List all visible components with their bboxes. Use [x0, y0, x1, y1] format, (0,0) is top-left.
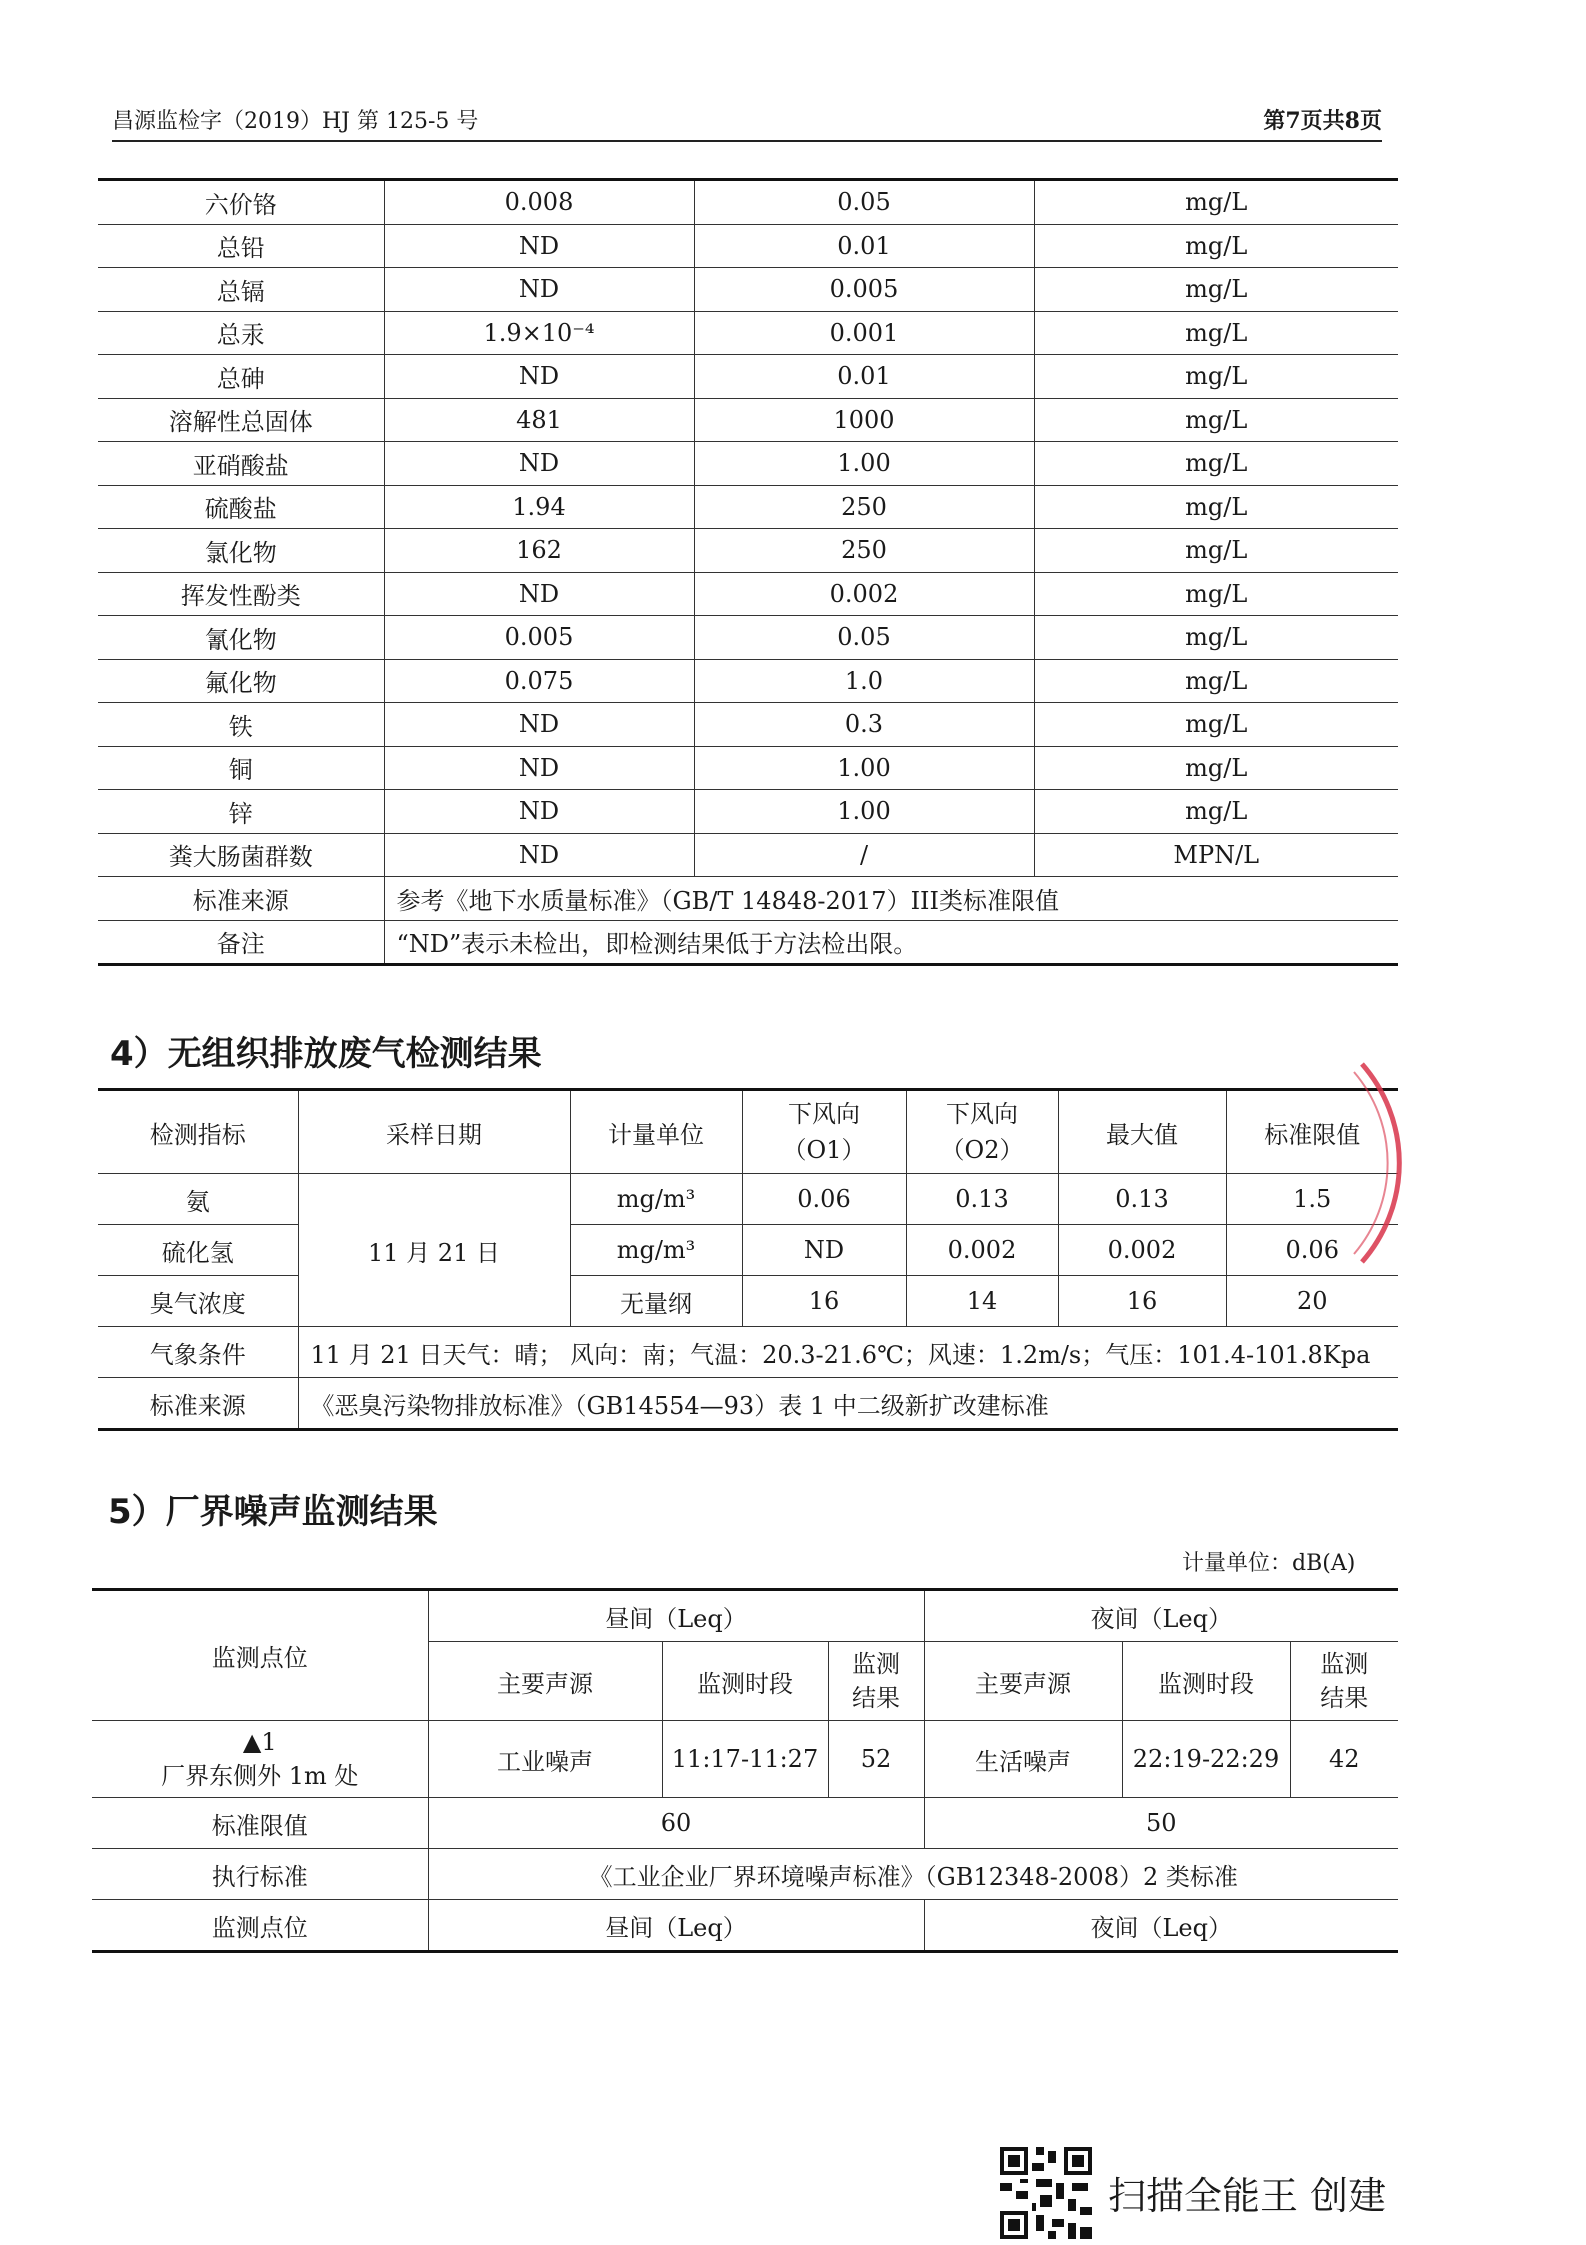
table-row [98, 616, 1398, 660]
remark-text: “ND”表示未检出，即检测结果低于方法检出限。 [384, 920, 1398, 965]
value-cell: 0.06 [742, 1174, 906, 1225]
sub-header: 主要声源 [924, 1642, 1122, 1721]
value-cell: 0.06 [1226, 1225, 1398, 1276]
day-header: 昼间（Leq） [428, 1900, 924, 1952]
value-cell: 生活噪声 [924, 1721, 1122, 1798]
parameter-cell: 硫酸盐 [98, 485, 384, 529]
table-row [92, 1721, 1398, 1798]
measured-value-cell: 162 [384, 529, 694, 573]
unit-cell: mg/L [1034, 311, 1398, 355]
unit-cell: mg/L [1034, 790, 1398, 834]
limit-value-cell: / [694, 833, 1034, 877]
unit-cell: mg/L [1034, 616, 1398, 660]
table-row [98, 920, 1398, 965]
measured-value-cell: 0.008 [384, 180, 694, 225]
weather-text: 11 月 21 日天气：晴； 风向：南；气温：20.3-21.6℃；风速：1.2m/s；气压：101.4-101.8Kpa [298, 1327, 1398, 1378]
table-row [92, 1900, 1398, 1952]
sub-header-result [828, 1642, 924, 1721]
unit-cell: mg/L [1034, 703, 1398, 747]
limit-value-cell: 0.3 [694, 703, 1034, 747]
footer-text: 扫描全能王 创建 [1108, 2174, 1387, 2218]
measured-value-cell: 0.005 [384, 616, 694, 660]
unit-cell: mg/L [1034, 355, 1398, 399]
parameter-cell: 铜 [98, 746, 384, 790]
value-cell: 0.13 [906, 1174, 1058, 1225]
document-number: 昌源监检字（2019）HJ 第 125-5 号 [112, 109, 479, 134]
indicator-cell: 臭气浓度 [98, 1276, 298, 1327]
parameter-cell: 六价铬 [98, 180, 384, 225]
unit-cell: mg/L [1034, 180, 1398, 225]
column-header: 采样日期 [298, 1090, 570, 1174]
header-line: 下风向 [788, 1100, 860, 1128]
value-cell: 1.5 [1226, 1174, 1398, 1225]
limit-value-cell: 0.01 [694, 224, 1034, 268]
remark-label: 备注 [98, 920, 384, 965]
unit-cell: mg/L [1034, 224, 1398, 268]
parameter-cell: 溶解性总固体 [98, 398, 384, 442]
header-line: 结果 [1320, 1684, 1369, 1712]
unit-note: 计量单位：dB(A) [1182, 1551, 1356, 1576]
parameter-cell: 亚硝酸盐 [98, 442, 384, 486]
night-header: 夜间（Leq） [924, 1590, 1398, 1642]
value-cell: 11:17-11:27 [662, 1721, 828, 1798]
standard-source-text: 《恶臭污染物排放标准》（GB14554—93）表 1 中二级新扩改建标准 [298, 1378, 1398, 1430]
column-header: 标准限值 [1226, 1090, 1398, 1174]
measured-value-cell: ND [384, 790, 694, 834]
limit-value-cell: 1.0 [694, 659, 1034, 703]
header-line: （O2） [940, 1136, 1024, 1164]
point-header: 监测点位 [92, 1900, 428, 1952]
night-header: 夜间（Leq） [924, 1900, 1398, 1952]
point-marker: ▲1 [242, 1728, 277, 1756]
column-header-downwind-o1 [742, 1090, 906, 1174]
page-number: 第7页共8页 [1263, 108, 1382, 134]
table-row [92, 1798, 1398, 1849]
header-line: 监测 [852, 1650, 900, 1678]
measured-value-cell: ND [384, 442, 694, 486]
table-row [98, 311, 1398, 355]
table-header-row [92, 1590, 1398, 1642]
qr-code-icon [996, 2143, 1096, 2243]
parameter-cell: 氯化物 [98, 529, 384, 573]
column-header: 检测指标 [98, 1090, 298, 1174]
parameter-cell: 总汞 [98, 311, 384, 355]
monitoring-point-cell [92, 1721, 428, 1798]
parameter-cell: 锌 [98, 790, 384, 834]
value-cell: 16 [1058, 1276, 1226, 1327]
value-cell: 20 [1226, 1276, 1398, 1327]
table-row [98, 529, 1398, 573]
table-row [98, 1174, 1398, 1225]
table-row [98, 833, 1398, 877]
table-row [98, 790, 1398, 834]
table-row [98, 703, 1398, 747]
limit-night: 50 [924, 1798, 1398, 1849]
limit-label: 标准限值 [92, 1798, 428, 1849]
noise-monitoring-table [92, 1588, 1398, 1953]
measured-value-cell: ND [384, 355, 694, 399]
table-row [98, 355, 1398, 399]
limit-value-cell: 0.002 [694, 572, 1034, 616]
standard-source-label: 标准来源 [98, 1378, 298, 1430]
column-header: 计量单位 [570, 1090, 742, 1174]
table-row [98, 1327, 1398, 1378]
value-cell: ND [742, 1225, 906, 1276]
limit-value-cell: 0.001 [694, 311, 1034, 355]
scanner-watermark [996, 2143, 1416, 2229]
point-location: 厂界东侧外 1m 处 [161, 1762, 359, 1790]
value-cell: 工业噪声 [428, 1721, 662, 1798]
table-row [98, 398, 1398, 442]
measured-value-cell: ND [384, 746, 694, 790]
table-row [98, 572, 1398, 616]
table-row [98, 1276, 1398, 1327]
sub-header: 监测时段 [1122, 1642, 1290, 1721]
measured-value-cell: ND [384, 268, 694, 312]
unit-cell: mg/L [1034, 485, 1398, 529]
limit-value-cell: 1.00 [694, 790, 1034, 834]
measured-value-cell: ND [384, 833, 694, 877]
header-line: （O1） [782, 1136, 866, 1164]
measured-value-cell: 481 [384, 398, 694, 442]
measured-value-cell: ND [384, 224, 694, 268]
measured-value-cell: 1.94 [384, 485, 694, 529]
exec-standard-text: 《工业企业厂界环境噪声标准》（GB12348-2008）2 类标准 [428, 1849, 1398, 1900]
unit-cell: mg/m³ [570, 1225, 742, 1276]
standard-source-label: 标准来源 [98, 877, 384, 921]
indicator-cell: 硫化氢 [98, 1225, 298, 1276]
column-header: 最大值 [1058, 1090, 1226, 1174]
limit-day: 60 [428, 1798, 924, 1849]
exec-standard-label: 执行标准 [92, 1849, 428, 1900]
limit-value-cell: 1000 [694, 398, 1034, 442]
unit-cell: mg/L [1034, 529, 1398, 573]
table-header-row [98, 1090, 1398, 1174]
unit-cell: mg/L [1034, 268, 1398, 312]
value-cell: 16 [742, 1276, 906, 1327]
table-row [92, 1849, 1398, 1900]
value-cell: 42 [1290, 1721, 1398, 1798]
measured-value-cell: ND [384, 703, 694, 747]
value-cell: 22:19-22:29 [1122, 1721, 1290, 1798]
table-row [98, 1225, 1398, 1276]
groundwater-results-table [98, 178, 1398, 966]
limit-value-cell: 0.005 [694, 268, 1034, 312]
parameter-cell: 氰化物 [98, 616, 384, 660]
limit-value-cell: 250 [694, 485, 1034, 529]
limit-value-cell: 0.05 [694, 616, 1034, 660]
red-seal-stamp [1352, 1058, 1442, 1268]
point-header: 监测点位 [92, 1590, 428, 1721]
measured-value-cell: 0.075 [384, 659, 694, 703]
unit-cell: mg/L [1034, 572, 1398, 616]
unit-cell: mg/L [1034, 442, 1398, 486]
value-cell: 0.002 [1058, 1225, 1226, 1276]
table-row [98, 268, 1398, 312]
header-line: 结果 [852, 1684, 900, 1712]
indicator-cell: 氨 [98, 1174, 298, 1225]
unit-cell: mg/L [1034, 746, 1398, 790]
sub-header-result [1290, 1642, 1398, 1721]
section-4-title: 4）无组织排放废气检测结果 [110, 1034, 542, 1074]
limit-value-cell: 1.00 [694, 746, 1034, 790]
parameter-cell: 挥发性酚类 [98, 572, 384, 616]
table-row [98, 224, 1398, 268]
parameter-cell: 铁 [98, 703, 384, 747]
sub-header: 监测时段 [662, 1642, 828, 1721]
table-row [98, 746, 1398, 790]
limit-value-cell: 0.05 [694, 180, 1034, 225]
parameter-cell: 总砷 [98, 355, 384, 399]
table-row [98, 659, 1398, 703]
header-line: 监测 [1320, 1650, 1369, 1678]
page-header [112, 100, 1382, 142]
fugitive-emission-table [98, 1088, 1398, 1431]
limit-value-cell: 250 [694, 529, 1034, 573]
unit-cell: mg/L [1034, 659, 1398, 703]
sub-header: 主要声源 [428, 1642, 662, 1721]
value-cell: 0.002 [906, 1225, 1058, 1276]
unit-cell: 无量纲 [570, 1276, 742, 1327]
unit-cell: mg/L [1034, 398, 1398, 442]
parameter-cell: 粪大肠菌群数 [98, 833, 384, 877]
weather-label: 气象条件 [98, 1327, 298, 1378]
measured-value-cell: 1.9×10⁻⁴ [384, 311, 694, 355]
unit-cell: mg/m³ [570, 1174, 742, 1225]
header-line: 下风向 [946, 1100, 1018, 1128]
measured-value-cell: ND [384, 572, 694, 616]
value-cell: 14 [906, 1276, 1058, 1327]
standard-source-text: 参考《地下水质量标准》（GB/T 14848-2017）III类标准限值 [384, 877, 1398, 921]
value-cell: 0.13 [1058, 1174, 1226, 1225]
limit-value-cell: 1.00 [694, 442, 1034, 486]
table-row [98, 180, 1398, 225]
day-header: 昼间（Leq） [428, 1590, 924, 1642]
column-header-downwind-o2 [906, 1090, 1058, 1174]
parameter-cell: 总铅 [98, 224, 384, 268]
table-row [98, 877, 1398, 921]
sampling-date-cell: 11 月 21 日 [298, 1174, 570, 1327]
section-5-title: 5）厂界噪声监测结果 [108, 1492, 438, 1532]
table-row [98, 485, 1398, 529]
parameter-cell: 总镉 [98, 268, 384, 312]
table-row [98, 442, 1398, 486]
value-cell: 52 [828, 1721, 924, 1798]
parameter-cell: 氟化物 [98, 659, 384, 703]
limit-value-cell: 0.01 [694, 355, 1034, 399]
table-row [98, 1378, 1398, 1430]
unit-cell: MPN/L [1034, 833, 1398, 877]
